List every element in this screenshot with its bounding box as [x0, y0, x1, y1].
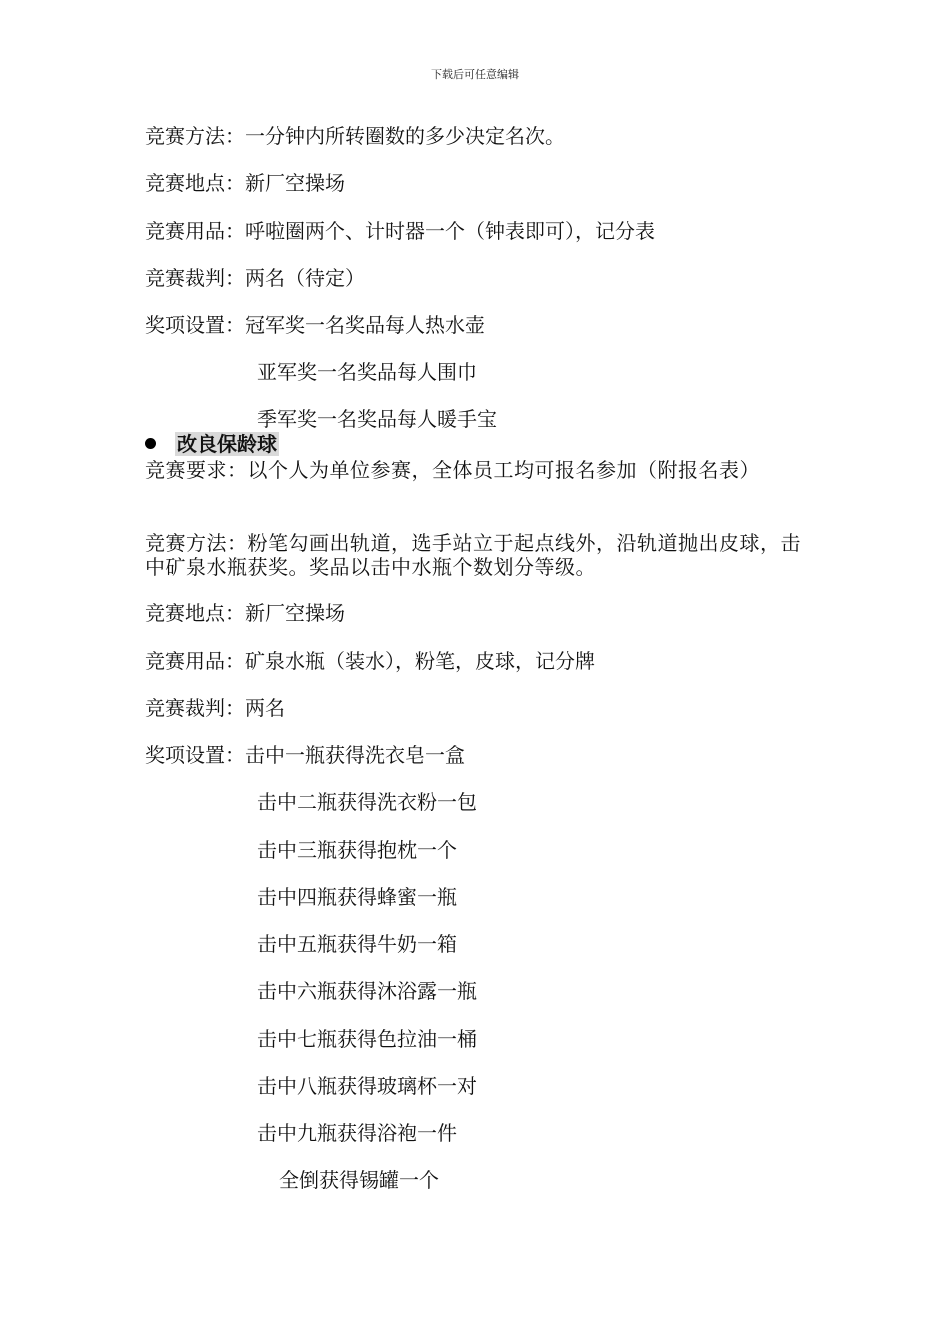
bowling-award-9: 击中九瓶获得浴袍一件 [257, 1121, 457, 1145]
hula-award-first: 奖项设置：冠军奖一名奖品每人热水壶 [145, 313, 485, 337]
bowling-award-3: 击中三瓶获得抱枕一个 [257, 838, 457, 862]
bowling-award-8: 击中八瓶获得玻璃杯一对 [257, 1074, 477, 1098]
bowling-award-all: 全倒获得锡罐一个 [279, 1168, 439, 1192]
bowling-award-1: 奖项设置：击中一瓶获得洗衣皂一盒 [145, 743, 465, 767]
bowling-referee: 竞赛裁判：两名 [145, 696, 285, 720]
bowling-award-2: 击中二瓶获得洗衣粉一包 [257, 790, 477, 814]
hula-award-third: 季军奖一名奖品每人暖手宝 [257, 407, 497, 431]
bullet-icon [145, 438, 156, 449]
bowling-award-6: 击中六瓶获得沐浴露一瓶 [257, 979, 477, 1003]
bowling-equipment: 竞赛用品：矿泉水瓶（装水），粉笔，皮球，记分牌 [145, 649, 595, 673]
bowling-award-4: 击中四瓶获得蜂蜜一瓶 [257, 885, 457, 909]
hula-method: 竞赛方法：一分钟内所转圈数的多少决定名次。 [145, 124, 565, 148]
bowling-requirement: 竞赛要求：以个人为单位参赛，全体员工均可报名参加（附报名表） [145, 458, 760, 482]
bowling-location: 竞赛地点：新厂空操场 [145, 601, 345, 625]
page-header: 下载后可任意编辑 [431, 68, 519, 81]
bowling-award-5: 击中五瓶获得牛奶一箱 [257, 932, 457, 956]
hula-location: 竞赛地点：新厂空操场 [145, 171, 345, 195]
bowling-method: 竞赛方法：粉笔勾画出轨道，选手站立于起点线外，沿轨道抛出皮球，击中矿泉水瓶获奖。奖品以击中水瓶个数划分等级。 [145, 531, 801, 579]
bowling-heading-text: 改良保龄球 [177, 432, 277, 456]
hula-award-second: 亚军奖一名奖品每人围巾 [257, 360, 477, 384]
hula-referee: 竞赛裁判：两名（待定） [145, 266, 365, 290]
bowling-award-7: 击中七瓶获得色拉油一桶 [257, 1027, 477, 1051]
bowling-section-heading [145, 432, 279, 456]
hula-equipment: 竞赛用品：呼啦圈两个、计时器一个（钟表即可），记分表 [145, 219, 655, 243]
